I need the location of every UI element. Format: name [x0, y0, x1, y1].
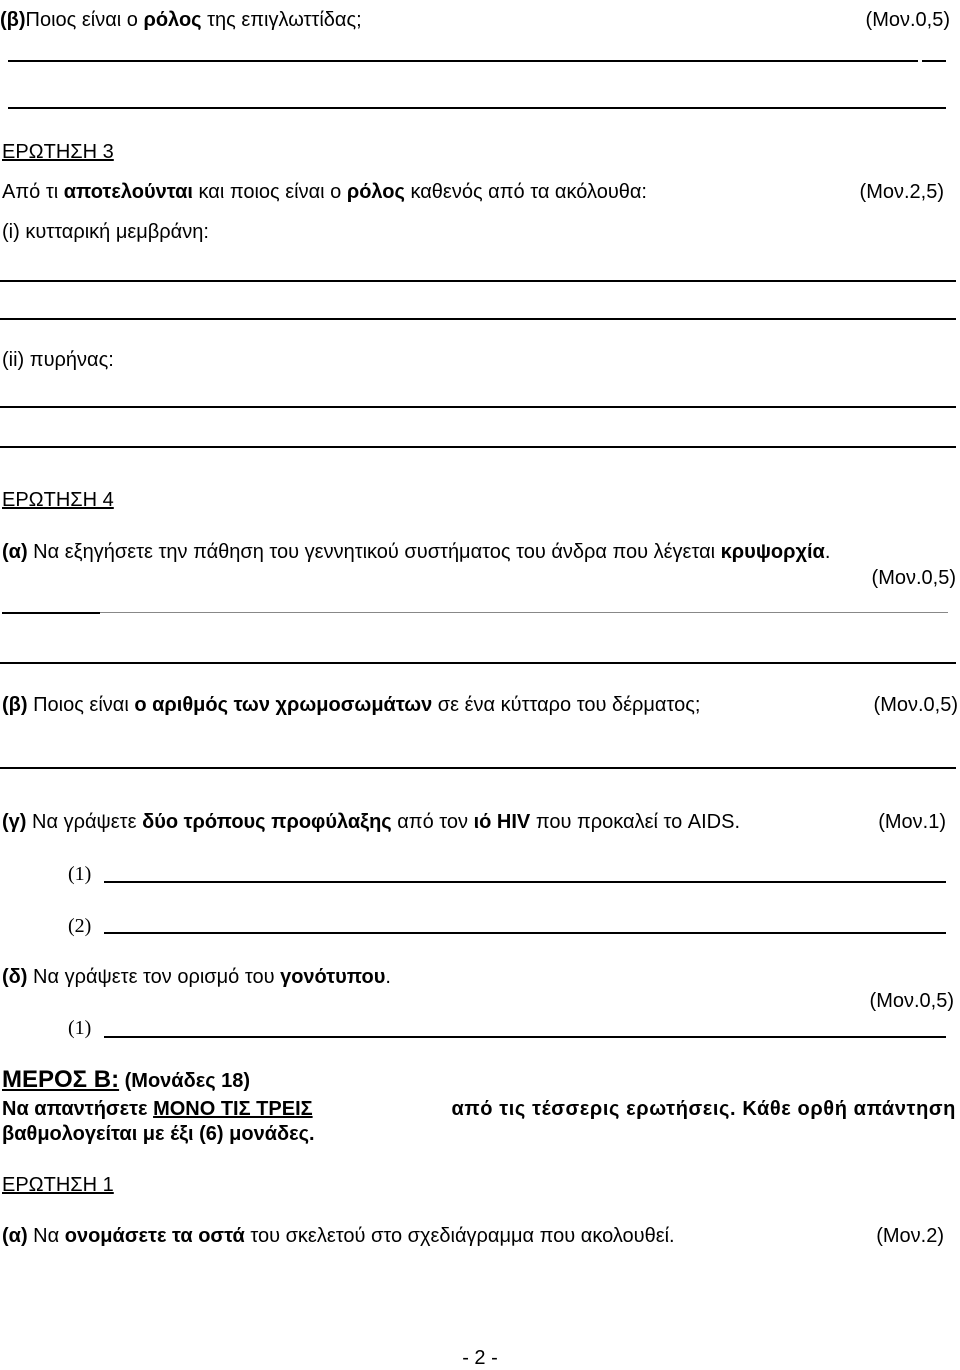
q3-question — [2, 180, 958, 204]
q1a-end: του σκελετού στο σχεδιάγραμμα που ακολουθεί. — [244, 1225, 675, 1247]
q4c-text-2: από τον — [391, 811, 474, 833]
q1a-question — [2, 1224, 958, 1248]
q3-bold-1: αποτελούνται — [63, 181, 193, 203]
answer-line[interactable] — [100, 612, 948, 613]
q4a-marks: (Μον.0,5) — [871, 567, 956, 589]
q4c-bold-2: ιό HIV — [473, 811, 531, 833]
q4c-question — [2, 810, 958, 834]
q4a-question — [2, 540, 960, 564]
part-b-title: ΜΕΡΟΣ Β: — [2, 1066, 120, 1093]
q1-heading: ΕΡΩΤΗΣΗ 1 — [2, 1174, 114, 1196]
q4c-item-1: (1) — [68, 863, 92, 885]
q2b-line — [0, 8, 960, 32]
q4a-text: Να εξηγήσετε την πάθηση του γεννητικού συστήματος του άνδρα που λέγεται — [27, 541, 721, 563]
answer-line[interactable] — [0, 767, 956, 769]
q1a-label: (α) — [2, 1225, 28, 1247]
q3-item-i: (i) κυτταρική μεμβράνη: — [2, 221, 209, 243]
answer-line[interactable] — [8, 60, 918, 62]
q4d-bold: γονότυπου — [280, 966, 386, 988]
q1a-text: Να — [27, 1225, 65, 1247]
answer-line[interactable] — [0, 446, 956, 448]
q1a-bold: ονομάσετε τα οστά — [64, 1225, 245, 1247]
part-b-instructions-1 — [2, 1097, 958, 1121]
q4c-text: Να γράψετε — [26, 811, 143, 833]
part-b-instructions-2: βαθμολογείται με έξι (6) μονάδες. — [2, 1123, 315, 1145]
q4b-question — [2, 693, 958, 717]
q4b-label: (β) — [2, 694, 28, 716]
answer-line[interactable] — [2, 612, 100, 614]
q2b-label: (β) — [0, 9, 26, 31]
answer-line[interactable] — [0, 406, 956, 408]
q3-item-ii: (ii) πυρήνας: — [2, 349, 114, 371]
part-b-header — [2, 1068, 960, 1093]
page-number: - 2 - — [462, 1347, 498, 1369]
q3-text-2: και ποιος είναι ο — [192, 181, 347, 203]
q4-heading: ΕΡΩΤΗΣΗ 4 — [2, 489, 114, 511]
q2b-text-bold: ρόλος — [143, 9, 202, 31]
answer-line[interactable] — [0, 662, 956, 664]
q4d-end: . — [385, 966, 391, 988]
q1a-marks: (Μον.2) — [876, 1225, 944, 1247]
q3-text-3: καθενός από τα ακόλουθα: — [404, 181, 647, 203]
q4c-marks: (Μον.1) — [878, 811, 946, 833]
q3-heading: ΕΡΩΤΗΣΗ 3 — [2, 141, 114, 163]
part-b-instr-rest: από τις τέσσερις ερωτήσεις. Κάθε ορθή απάντηση — [451, 1098, 956, 1120]
q4d-text: Να γράψετε τον ορισμό του — [27, 966, 281, 988]
q3-bold-2: ρόλος — [346, 181, 405, 203]
q4c-text-3: που προκαλεί το AIDS. — [530, 811, 741, 833]
q4b-marks: (Μον.0,5) — [873, 694, 958, 716]
q4a-end: . — [824, 541, 831, 563]
q3-marks: (Μον.2,5) — [859, 181, 944, 203]
q4a-label: (α) — [2, 541, 28, 563]
q4c-label: (γ) — [2, 811, 27, 833]
answer-line[interactable] — [104, 881, 946, 883]
q4b-bold: ο αριθμός των χρωμοσωμάτων — [134, 694, 433, 716]
q3-text-1: Από τι — [2, 181, 64, 203]
answer-line[interactable] — [104, 932, 946, 934]
q2b-marks: (Μον.0,5) — [865, 9, 950, 31]
answer-line[interactable] — [8, 107, 946, 109]
q4c-item-2: (2) — [68, 915, 92, 937]
part-b-instr-underlined: ΜΟΝΟ ΤΙΣ ΤΡΕΙΣ — [153, 1098, 313, 1120]
answer-line[interactable] — [922, 60, 946, 62]
q4c-bold-1: δύο τρόπους προφύλαξης — [142, 811, 392, 833]
q4b-text: Ποιος είναι — [27, 694, 135, 716]
q4b-end: σε ένα κύτταρο του δέρματος; — [432, 694, 701, 716]
q2b-text-post: της επιγλωττίδας; — [201, 9, 362, 31]
q4a-bold: κρυψορχία — [720, 541, 825, 563]
part-b-units: (Μονάδες 18) — [119, 1070, 251, 1092]
answer-line[interactable] — [104, 1036, 946, 1038]
q4d-item-1: (1) — [68, 1017, 92, 1039]
q4d-question — [2, 965, 960, 989]
q4d-marks: (Μον.0,5) — [869, 990, 954, 1012]
q2b-text-pre: Ποιος είναι ο — [25, 9, 144, 31]
part-b-instr-text: Να απαντήσετε — [2, 1098, 154, 1120]
answer-line[interactable] — [0, 318, 956, 320]
answer-line[interactable] — [0, 280, 956, 282]
q4d-label: (δ) — [2, 966, 28, 988]
